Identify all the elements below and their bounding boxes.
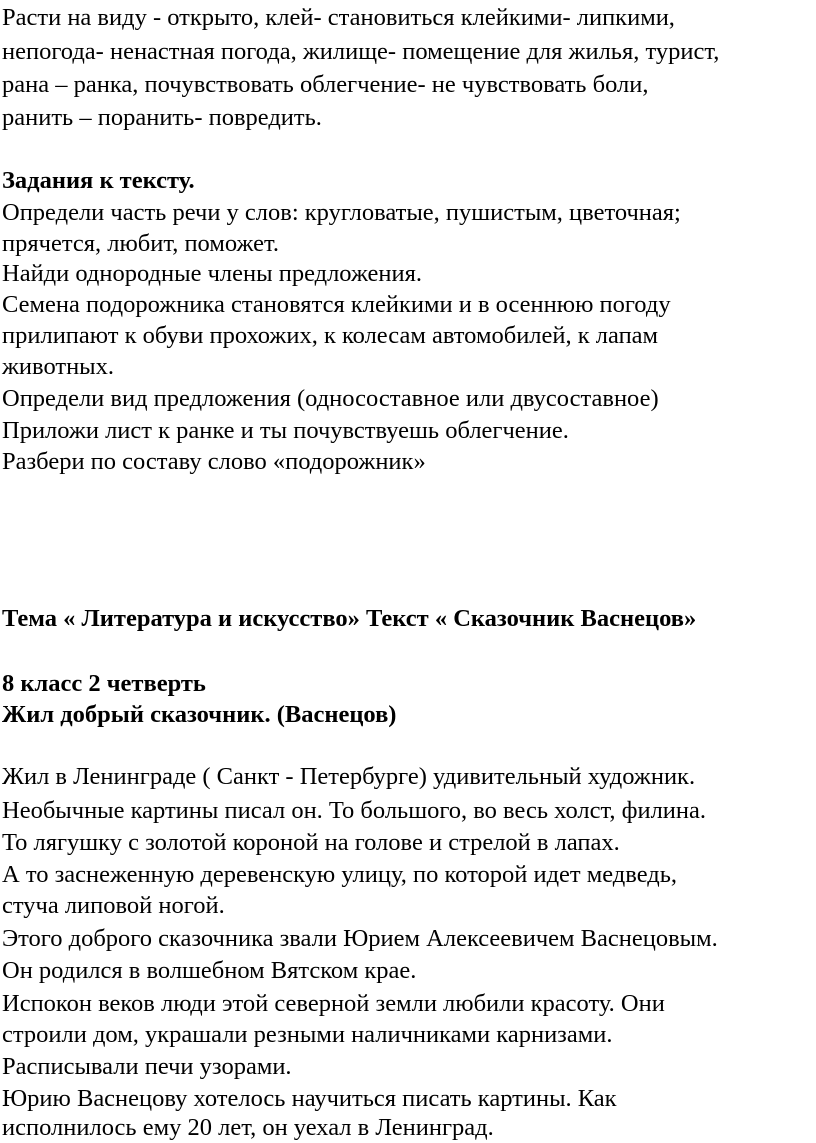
story-line: Юрию Васнецову хотелось научиться писать картины. Как bbox=[2, 1085, 617, 1112]
vocab-line: Расти на виду - открыто, клей- становиться клейкими- липкими, bbox=[2, 4, 675, 31]
story-line: Он родился в волшебном Вятском крае. bbox=[2, 957, 417, 984]
story-line: Испокон веков люди этой северной земли любили красоту. Они bbox=[2, 990, 665, 1017]
task-line: прячется, любит, поможет. bbox=[2, 230, 279, 257]
story-line: стуча липовой ногой. bbox=[2, 892, 225, 919]
story-line: строили дом, украшали резными наличниками карнизами. bbox=[2, 1021, 613, 1048]
vocab-line: непогода- ненастная погода, жилище- помещение для жилья, турист, bbox=[2, 38, 720, 65]
story-line: исполнилось ему 20 лет, он уехал в Ленинград. bbox=[2, 1114, 494, 1141]
story-line: Необычные картины писал он. То большого, во весь холст, филина. bbox=[2, 797, 707, 824]
tasks-heading: Задания к тексту. bbox=[2, 167, 195, 194]
task-line: Разбери по составу слово «подорожник» bbox=[2, 448, 426, 475]
vocab-line: рана – ранка, почувствовать облегчение- не чувствовать боли, bbox=[2, 71, 649, 98]
story-line: Жил в Ленинграде ( Санкт - Петербурге) удивительный художник. bbox=[2, 763, 696, 790]
grade-heading: 8 класс 2 четверть bbox=[2, 670, 206, 697]
story-line: То лягушку с золотой короной на голове и стрелой в лапах. bbox=[2, 829, 620, 856]
task-line: Семена подорожника становятся клейкими и в осеннюю погоду bbox=[2, 291, 671, 318]
vocab-line: ранить – поранить- повредить. bbox=[2, 104, 322, 131]
task-line: Определи часть речи у слов: кругловатые, пушистым, цветочная; bbox=[2, 199, 681, 226]
story-line: Расписывали печи узорами. bbox=[2, 1053, 292, 1080]
task-line: Определи вид предложения (односоставное или двусоставное) bbox=[2, 385, 659, 412]
task-line: прилипают к обуви прохожих, к колесам автомобилей, к лапам bbox=[2, 322, 659, 349]
story-title: Жил добрый сказочник. (Васнецов) bbox=[2, 701, 397, 728]
story-line: А то заснеженную деревенскую улицу, по которой идет медведь, bbox=[2, 861, 678, 888]
task-line: животных. bbox=[2, 353, 115, 380]
task-line: Найди однородные члены предложения. bbox=[2, 260, 423, 287]
story-line: Этого доброго сказочника звали Юрием Алексеевичем Васнецовым. bbox=[2, 925, 718, 952]
task-line: Приложи лист к ранке и ты почувствуешь облегчение. bbox=[2, 417, 569, 444]
topic-heading: Тема « Литература и искусство» Текст « Сказочник Васнецов» bbox=[2, 605, 697, 632]
